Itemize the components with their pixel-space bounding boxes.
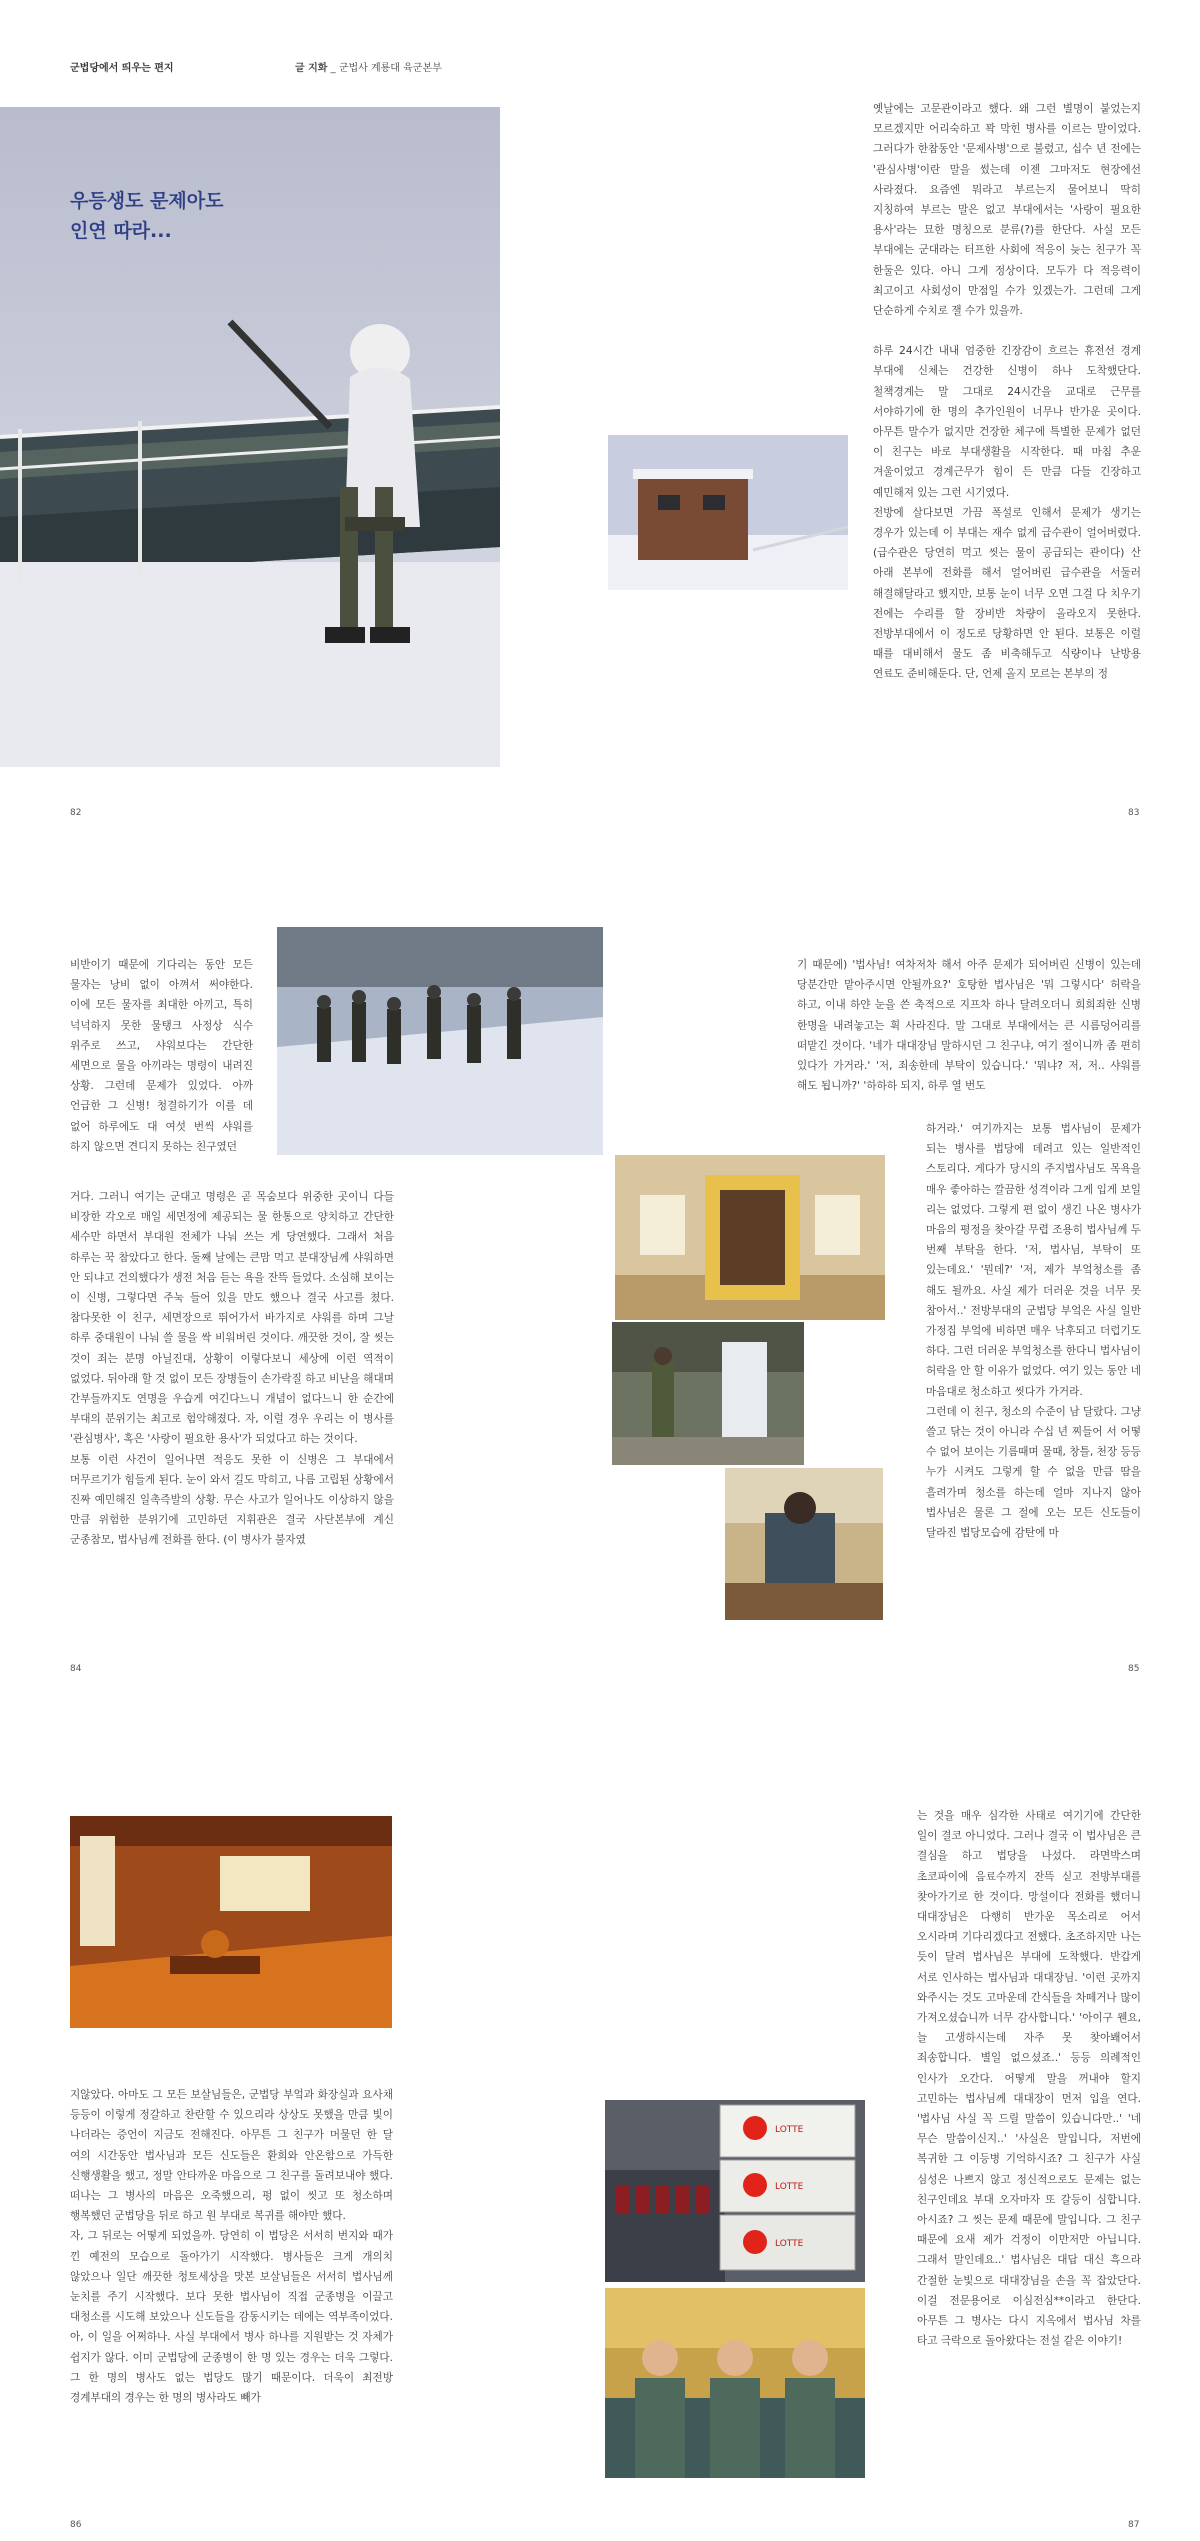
article-title-line1: 우등생도 문제아도 bbox=[70, 190, 224, 212]
byline-author: 글 지화 bbox=[295, 63, 328, 74]
spread2-right-top-text bbox=[797, 955, 1141, 1096]
page-number: 82 bbox=[70, 808, 82, 818]
paragraph: 는 것을 매우 심각한 사태로 여기기에 간단한 일이 결코 아니었다. 그러나 결국 이 법사님은 큰 결심을 하고 법당을 나섰다. 라면박스며 초코파이에 음료수까지 잔뜩 싣고 전방부대를 찾아가기로 한 것이다. 망설이다 전화를 했더니 대대장님은 다행히 반가운 목소리로 어서 오시라며 기다리겠다고 전했다. 초조하지만 나는 듯이 달려 법사님은 부대에 도착했다. 반갑게 서로 인사하는 법사님과 대대장님. '이런 곳까지 와주시는 것도 고마운데 간식들을 차떼거나 많이 가져오셨습니까 너무 감사합니다.' '아이구 웬요, 늘 고생하시는데 자주 못 찾아봬어서 죄송합니다. 별일 없으셨죠..' 등등 의례적인 인사가 오간다. 어떻게 말을 꺼내야 할지 고민하는 법사님께 대대장이 먼저 입을 연다. '법사님 사실 꼭 드릴 말씀이 있습니다만..' '네 무슨 말씀이신지..' '사실은 말입니다, 저번에 복귀한 그 이등병 기억하시죠? 그 친구가 사실 심성은 나쁘지 않고 정신적으로도 문제는 없는 친구인데요 부대 오자마자 또 갈등이 심합니다. 아시죠? 그 씻는 문제 때문에 말입니다. 그 친구 때문에 요새 제가 걱정이 이만저만 아닙니다. 그래서 말인데요..' 법사님은 대답 대신 흑으라 간절한 눈빛으로 대대장님을 손을 꼭 잡았단다. 이걸 전문용어로 이심전심**이라고 한단다. 아무튼 그 병사는 다시 지옥에서 법사님 차를 타고 극락으로 돌아왔다는 전설 같은 이야기! bbox=[917, 1810, 1141, 2348]
spread2-right-narrow-column bbox=[926, 1119, 1141, 1543]
paragraph: 지않았다. 아마도 그 모든 보살님들은, 군법당 부엌과 화장실과 요사채 등등이 이렇게 정갈하고 찬란할 수 있으리라 상상도 못했을 만큼 빛이 나더라는 증언이 지금도 전해진다. 아무튼 그 친구가 머물던 한 달 여의 시간동안 법사님과 모든 신도들은 환희와 안온함으로 가득한 신행생활을 했고, 정말 안타까운 마음으로 그 친구를 돌려보내야 했다. 떠나는 그 병사의 마음은 오죽했으리, 펑 없이 씻고 또 청소하며 행복했던 군법당을 뒤로 하고 원 부대로 복귀를 해야만 했다. bbox=[70, 2089, 393, 2223]
guard-post-photo bbox=[608, 435, 848, 590]
soldier-at-desk-photo bbox=[725, 1468, 883, 1620]
paragraph: 자, 그 뒤로는 어떻게 되었을까. 당연히 이 법당은 서서히 번지와 때가 낀 예전의 모습으로 돌아가기 시작했다. 병사들은 크게 개의치 않았으나 일단 깨끗한 청토세상을 맛본 보살님들은 서서히 법사님께 눈치를 주기 시작했다. 보다 못한 법사님이 직접 군종병을 이끌고 대청소를 시도해 보았으나 신도들을 감동시키는 데에는 역부족이었다. 아, 이 일을 어쩌하나. 사실 부대에서 병사 하나를 지원받는 것 자체가 쉽지가 않다. 이미 군법당에 군종병이 한 명 있는 경우는 더욱 그렇다. 그 한 명의 병사도 없는 법당도 많기 때문이다. 더욱이 최전방 경계부대의 경우는 한 명의 병사라도 빼가 bbox=[70, 2230, 393, 2405]
page-number: 85 bbox=[1128, 1664, 1140, 1674]
spread2-left-wide-column bbox=[70, 1187, 394, 1551]
paragraph: 옛날에는 고문관이라고 했다. 왜 그런 별명이 붙었는지 모르겠지만 어리숙하고 꽉 막힌 병사를 이르는 말이었다. 그러다가 한참동안 '문제사병'으로 불렸고, 십수 년 전에는 '관심사병'이란 말을 썼는데 이젠 그마저도 현장에선 사라졌다. 요즘엔 뭐라고 부르는지 물어보니 딱히 지칭하여 부르는 말은 없고 부대에서는 '사랑이 필요한 용사'라는 묘한 명칭으로 분류(?)를 한단다. 사실 모든 부대에는 군대라는 터프한 사회에 적응이 늦는 친구가 꼭 한둘은 있다. 아니 그게 정상이다. 모두가 다 적응력이 최고이고 사회성이 만점일 수가 있겠는가. 그런데 그게 단순하게 수치로 잴 수가 있을까. bbox=[873, 103, 1141, 318]
snack-boxes-photo bbox=[605, 2100, 865, 2282]
spread1-right-column bbox=[873, 99, 1141, 685]
article-title bbox=[70, 186, 223, 246]
page-number: 87 bbox=[1128, 2520, 1140, 2530]
paragraph: 그런데 이 친구, 청소의 수준이 남 달랐다. 그냥 쓸고 닦는 것이 아니라 수십 년 찌들어 서 어떻 수 없어 보이는 기름때며 물때, 창틀, 천장 등등 누가 시켜도 그렇게 할 수 없을 만큼 땀을 흘려가며 청소를 하는데 얼마 지나지 않아 법사님은 물론 그 절에 오는 모든 신도들이 달라진 법당모습에 감탄에 마 bbox=[926, 1405, 1141, 1540]
spread3-right-column bbox=[917, 1806, 1141, 2351]
soldiers-shoveling-snow-photo bbox=[277, 927, 603, 1155]
paragraph: 거다. 그러니 여기는 군대고 명령은 곧 목숨보다 위중한 곳이니 다들 비장한 각오로 매일 세면정에 제공되는 물 한통으로 양치하고 간단한 세수만 하면서 부대원 전체가 나눠 쓰는 게 당연했다. 그래서 처음 하루는 꾹 참았다고 한다. 둘째 날에는 큰맘 먹고 분대장님께 샤워하면 안 되냐고 건의했다가 생전 처음 듣는 욕을 잔뜩 들었다. 소심해 보이는 이 신병, 그렇다면 주눅 들어 있을 만도 했으나 결국 사고를 쳤다. 참다못한 이 친구, 세면장으로 뛰어가서 바가지로 샤워를 하며 그날 하루 중대원이 나눠 쓸 물을 싹 비워버린 것이다. 깨끗한 것이, 잘 씻는 것이 죄는 분명 아닐진대, 상황이 이렇다보니 세상에 이런 역적이 없었다. 뒤아래 할 것 없이 모든 장병들이 손가락질 하고 비난을 해대며 간부들까지도 연명을 우습게 여긴다느니 개념이 없다느니 한 순간에 부대의 분위기는 최고로 험악해졌다. 자, 이럴 경우 우리는 이 병사를 '관심병사', 혹은 '사랑이 필요한 용사'가 되었다고 하는 것이다. bbox=[70, 1191, 394, 1446]
paragraph: 보통 이런 사건이 일어나면 적응도 못한 이 신병은 그 부대에서 머무르기가 힘들게 된다. 눈이 와서 길도 막히고, 나름 고립된 상황에서 진짜 예민해진 일촉즉발의 상황. 무슨 사고가 일어나도 이상하지 않을 만큼 위험한 분위기에 고민하던 지휘관은 결국 사단본부에 계신 군종참모, 법사님께 전화를 한다. (이 병사가 불자였 bbox=[70, 1453, 394, 1547]
byline-affiliation: _ 군법사 계룡대 육군본부 bbox=[327, 63, 442, 74]
page-number: 84 bbox=[70, 1664, 82, 1674]
temple-kitchen-door-photo bbox=[615, 1155, 885, 1320]
magazine-section-title: 군법당에서 띄우는 편지 bbox=[70, 63, 174, 74]
byline bbox=[295, 59, 442, 74]
paragraph: 기 때문에) '법사님! 여차저차 해서 아주 문제가 되어버린 신병이 있는데 당분간만 맡아주시면 안될까요?' 호탕한 법사님은 '뭐 그렇시다' 허락을 하고, 이내 하얀 눈을 쓴 축적으로 지프차 하나 달려오더니 희희죄한 신병 한명을 내려놓고는 휙 사라진다. 말 그대로 부대에서는 큰 시름덩어리를 떠맡긴 것이다. '네가 대대장님 말하시던 그 친구냐, 여기 절이니까 좀 편히 있다가 가거라.' '저, 죄송한데 부탁이 있습니다.' '뭐냐? 저, 저.. 샤워를 해도 됩니까?' '하하하 되지, 하루 열 번도 bbox=[797, 959, 1141, 1093]
temple-interior-photo bbox=[70, 1816, 392, 2028]
soldiers-bowing-photo bbox=[605, 2288, 865, 2478]
soldier-cleaning-kitchen-photo bbox=[612, 1322, 804, 1465]
spread2-left-narrow-column bbox=[70, 955, 253, 1157]
paragraph: 하루 24시간 내내 엄중한 긴장감이 흐르는 휴전선 경계 부대에 신체는 건강한 신병이 하나 도착했단다. 철책경계는 말 그대로 24시간을 교대로 근무를 서야하기에 한 명의 추가인원이 너무나 반가운 곳이다. 아무튼 말수가 없지만 건장한 체구에 특별한 문제가 없던 이 친구는 바로 부대생활을 시작한다. 때 마침 추운 겨울이었고 경계근무가 힘이 든 만큼 다들 긴장하고 예민해져 있는 그런 시기였다. bbox=[873, 345, 1141, 499]
svg-text:LOTTE: LOTTE bbox=[775, 2182, 804, 2192]
svg-text:LOTTE: LOTTE bbox=[775, 2239, 804, 2249]
article-title-line2: 인연 따라... bbox=[70, 220, 172, 242]
spread3-left-column bbox=[70, 2085, 393, 2408]
page-number: 83 bbox=[1128, 808, 1140, 818]
page-number: 86 bbox=[70, 2520, 82, 2530]
paragraph: 비반이기 때문에 기다리는 동안 모든 물자는 낭비 없이 아껴서 써야한다. 이에 모든 물자를 최대한 아끼고, 특히 넉넉하지 못한 물탱크 사정상 식수 위주로 쓰고, 샤워보다는 간단한 세면으로 물을 아끼라는 명령이 내려진 상황. 그런데 문제가 있었다. 아까 언급한 그 신병! 청결하기가 이를 데 없어 하루에도 대 여섯 번씩 샤워를 하지 않으면 견디지 못하는 친구였던 bbox=[70, 959, 253, 1153]
paragraph: 전방에 살다보면 가끔 폭설로 인해서 문제가 생기는 경우가 있는데 이 부대는 재수 없게 급수관이 얼어버렸다. (급수관은 당연히 먹고 씻는 물이 공급되는 관이다) 산 아래 본부에 전화를 해서 얼어버린 급수관을 서둘러 해결해달라고 했지만, 보통 눈이 너무 오면 그걸 다 치우기 전에는 수리를 할 장비반 차량이 올라오지 못한다. 전방부대에서 이 정도로 당황하면 안 된다. 보통은 이럴 때를 대비해서 물도 좀 비축해두고 식량이나 난방용 연료도 준비해둔다. 단, 언제 올지 모르는 본부의 정 bbox=[873, 506, 1141, 681]
lotte-logo-text: LOTTE bbox=[775, 2125, 804, 2135]
paragraph: 하거라.' 여기까지는 보통 법사님이 문제가 되는 병사를 법당에 데려고 있는 일반적인 스토리다. 게다가 당시의 주지법사님도 목욕을 매우 좋아하는 깔끔한 성격이라 그게 입게 보일 리는 없었다. 그렇게 편 없이 생긴 나온 병사가 마음의 평정을 찾아갈 무렵 조용히 법사님께 두 번째 부탁을 한다. '저, 법사님, 부탁이 또 있는데요.' '뭔데?' '저, 제가 부엌청소를 좀 해도 될까요. 사실 제가 더러운 것을 너무 못 참아서..' 전방부대의 군법당 부엌은 사실 일반 가정집 부엌에 비하면 매우 낙후되고 더럽기도 하다. 그런 더러운 부엌청소를 한다니 법사님이 허락을 안 할 이유가 없었다. 여기 있는 동안 네 마음대로 청소하고 씻다가 가거라. bbox=[926, 1123, 1141, 1398]
